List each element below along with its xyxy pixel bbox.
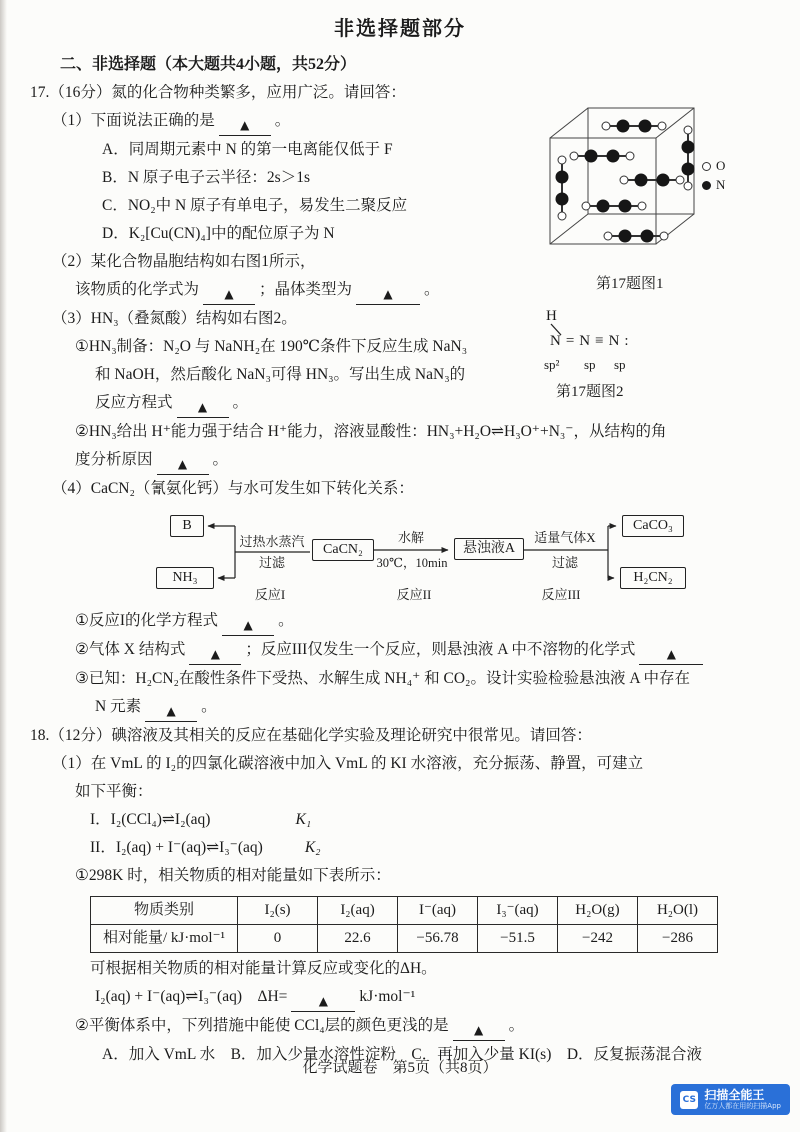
fig2-caption: 第17题图2	[556, 384, 624, 400]
text-segment: ；反应III仅发生一个反应，则悬浊液 A 中不溶物的化学式	[245, 641, 636, 658]
flow-reaction1-label: 反应I	[254, 587, 286, 602]
text-segment: 度分析原因	[75, 451, 153, 468]
text-segment: 。	[424, 281, 440, 298]
answer-blank	[291, 992, 355, 1012]
answer-blank	[157, 455, 209, 475]
table-cell: −286	[638, 925, 718, 953]
flow-box-caco3: CaCO₃	[622, 515, 684, 537]
q18-sub1-line: ①298K 时，相关物质的相对能量如下表所示：	[75, 867, 391, 884]
fig2-azide-chain: N=N≡N:	[550, 333, 634, 349]
answer-blank	[639, 645, 703, 665]
answer-blank	[453, 1021, 505, 1041]
text-segment: 。	[201, 698, 217, 715]
legend-oxygen-label: O	[716, 158, 726, 173]
equilibrium-constant-k2: K₂	[304, 839, 321, 856]
fig2-hybrid-sp-a: sp	[584, 357, 596, 372]
text-segment: 反应方程式	[95, 394, 173, 411]
table-cell: 0	[238, 925, 318, 953]
q18-part1-line1: （1）在 VmL 的 I₂的四氯化碳溶液中加入 VmL 的 KI 水溶液，充分振荡、静置，可建立	[52, 755, 644, 772]
answer-blank	[177, 398, 229, 418]
q17-part4-sub2-line	[75, 636, 770, 665]
text-segment: 。	[508, 1017, 525, 1034]
table-header-cell: I⁻(aq)	[398, 897, 478, 925]
camscanner-label: 扫描全能王	[704, 1088, 765, 1102]
q17-part4-line: （4）CaCN₂（氰氨化钙）与水可发生如下转化关系：	[52, 480, 414, 497]
text-segment: 。	[212, 451, 229, 468]
flow-box-suspension-a: 悬浊液A	[454, 538, 524, 560]
blank-triangle: ▲	[474, 1023, 484, 1037]
text-segment: ②气体 X 结构式	[75, 641, 186, 658]
camscanner-subtext: 亿万人都在用的扫描App	[704, 1102, 781, 1110]
flow-box-cacn2: CaCN₂	[312, 539, 374, 561]
q17-flowchart	[30, 507, 730, 605]
q17-part3-sub2-line1: ②HN₃给出 H⁺能力强于结合 H⁺能力，溶液显酸性：HN₃+H₂O⇌H₃O⁺+N₃⁻，从结构的角	[75, 423, 667, 440]
q17-part2-line1: （2）某化合物晶胞结构如右图1所示，	[52, 253, 316, 270]
table-header-cell: I₂(aq)	[318, 897, 398, 925]
table-cell: −51.5	[478, 925, 558, 953]
blank-triangle: ▲	[197, 400, 208, 414]
page-title: 非选择题部分	[334, 18, 466, 40]
equation-unit: kJ·mol⁻¹	[359, 988, 416, 1005]
nitrogen-dot-icon	[702, 181, 711, 190]
q17-part2-line2	[75, 276, 770, 305]
equation-text: I．I₂(CCl₄)⇌I₂(aq)	[90, 811, 211, 828]
text-segment: ；晶体类型为	[259, 281, 353, 298]
text-segment: ②平衡体系中，下列措施中能使 CCl₄层的颜色更浅的是	[75, 1017, 449, 1034]
table-cell: −242	[558, 925, 638, 953]
blank-triangle: ▲	[210, 647, 220, 661]
blank-triangle: ▲	[243, 618, 253, 632]
q17-part3-sub1-line2: 和 NaOH，然后酸化 NaN₃可得 HN₃。写出生成 NaN₃的	[95, 366, 466, 383]
fig2-hybrid-sp2: sp²	[544, 357, 560, 372]
text-segment: （1）下面说法正确的是	[52, 112, 215, 129]
flow-reaction2-label: 反应II	[396, 587, 432, 602]
blank-triangle: ▲	[318, 994, 329, 1008]
q18-sub2-line	[75, 1012, 770, 1041]
flow-step3-operation: 过滤	[551, 555, 578, 570]
answer-blank	[203, 285, 255, 305]
q18-delta-h-line	[95, 983, 770, 1012]
q17-stem: 17.（16分）氮的化合物种类繁多，应用广泛。请回答：	[30, 84, 406, 101]
q17-option-c: C．NO₂中 N 原子有单电子，易发生二聚反应	[102, 197, 408, 214]
fig1-caption: 第17题图1	[596, 276, 664, 292]
q18-equilibrium-2	[90, 834, 770, 862]
blank-triangle: ▲	[224, 287, 234, 301]
blank-triangle: ▲	[666, 647, 677, 661]
answer-blank	[189, 645, 241, 665]
hn3-structure-figure	[540, 308, 730, 403]
text-segment: 。	[232, 394, 249, 411]
q17-part4-sub3-line1: ③已知：H₂CN₂在酸性条件下受热、水解生成 NH₄⁺ 和 CO₂。设计实验检验悬浊液 A 中存在	[75, 670, 691, 687]
legend-oxygen-row	[702, 156, 725, 175]
oxygen-dot-icon	[702, 162, 711, 171]
flow-box-b: B	[170, 515, 204, 537]
blank-triangle: ▲	[177, 457, 188, 471]
table-header-cell: I₃⁻(aq)	[478, 897, 558, 925]
answer-blank	[145, 702, 197, 722]
flow-step3-condition: 适量气体X	[534, 530, 596, 545]
q17-option-d: D．K₂[Cu(CN)₄]中的配位原子为 N	[102, 225, 335, 242]
flow-box-nh3: NH₃	[156, 567, 214, 589]
text-segment: 。	[278, 612, 294, 629]
table-data-row	[91, 925, 718, 953]
text-segment: 该物质的化学式为	[75, 281, 200, 298]
q17-option-a: A．同周期元素中 N 的第一电离能仅低于 F	[102, 141, 393, 158]
text-segment: N 元素	[95, 698, 142, 715]
text-segment: ①反应I的化学方程式	[75, 612, 219, 629]
q17-part3-line: （3）HN₃（叠氮酸）结构如右图2。	[52, 310, 297, 327]
fig2-hybrid-sp-b: sp	[614, 357, 626, 372]
page-footer: 化学试题卷 第5页（共8页）	[302, 1060, 498, 1076]
equilibrium-constant-k1: K₁	[295, 811, 312, 828]
q17-option-b: B．N 原子电子云半径：2s＞1s	[102, 169, 310, 186]
blank-triangle: ▲	[240, 118, 250, 132]
q17-part4-sub1-line	[75, 607, 770, 636]
q18-options-line: A．加入 VmL 水 B．加入少量水溶性淀粉 C．再加入少量 KI(s) D．反复振荡混合液	[102, 1046, 703, 1063]
crystal-structure-figure	[538, 88, 726, 270]
camscanner-watermark	[671, 1084, 790, 1115]
q18-note-line: 可根据相关物质的相对能量计算反应或变化的ΔH。	[90, 960, 437, 977]
flow-step2-detail: 30℃，10min	[376, 556, 448, 570]
text-segment: 。	[274, 112, 291, 129]
fig2-h-atom: H	[546, 308, 557, 324]
equation-text: II．I₂(aq) + I⁻(aq)⇌I₃⁻(aq)	[90, 839, 263, 856]
q18-stem: 18.（12分）碘溶液及其相关的反应在基础化学实验及理论研究中很常见。请回答：	[30, 727, 592, 744]
q17-part4-sub3-line2	[95, 693, 770, 722]
table-cell: −56.78	[398, 925, 478, 953]
q18-part1-line2: 如下平衡：	[75, 783, 153, 800]
table-header-cell: I₂(s)	[238, 897, 318, 925]
answer-blank	[219, 116, 271, 136]
table-row-label: 相对能量/ kJ·mol⁻¹	[91, 925, 238, 953]
q18-equilibrium-1	[90, 806, 770, 834]
table-header-cell: H₂O(l)	[638, 897, 718, 925]
legend-nitrogen-label: N	[716, 177, 726, 192]
legend-nitrogen-row	[702, 175, 725, 194]
table-cell: 22.6	[318, 925, 398, 953]
flow-reaction3-label: 反应III	[541, 587, 581, 602]
answer-blank	[356, 285, 420, 305]
table-header-cell: 物质类别	[91, 897, 238, 925]
blank-triangle: ▲	[166, 704, 176, 718]
blank-triangle: ▲	[383, 287, 393, 301]
q17-part3-sub1-line1: ①HN₃制备：N₂O 与 NaNH₂在 190℃条件下反应生成 NaN₃	[75, 338, 468, 355]
table-header-row	[91, 897, 718, 925]
flow-box-h2cn2: H₂CN₂	[620, 567, 686, 589]
fig1-legend	[702, 156, 725, 194]
q17-part3-sub2-line2	[75, 446, 770, 475]
flow-step1-condition: 过热水蒸汽	[239, 534, 305, 549]
camscanner-pill	[671, 1084, 790, 1115]
equation-text: I₂(aq) + I⁻(aq)⇌I₃⁻(aq) ΔH=	[95, 988, 288, 1005]
section-heading: 二、非选择题（本大题共4小题，共52分）	[60, 56, 357, 73]
answer-blank	[222, 616, 274, 636]
flow-step1-operation: 过滤	[258, 555, 285, 570]
camscanner-logo-icon: CS	[680, 1091, 698, 1109]
relative-energy-table	[90, 896, 718, 953]
table-header-cell: H₂O(g)	[558, 897, 638, 925]
flow-step2-condition: 水解	[397, 530, 424, 545]
